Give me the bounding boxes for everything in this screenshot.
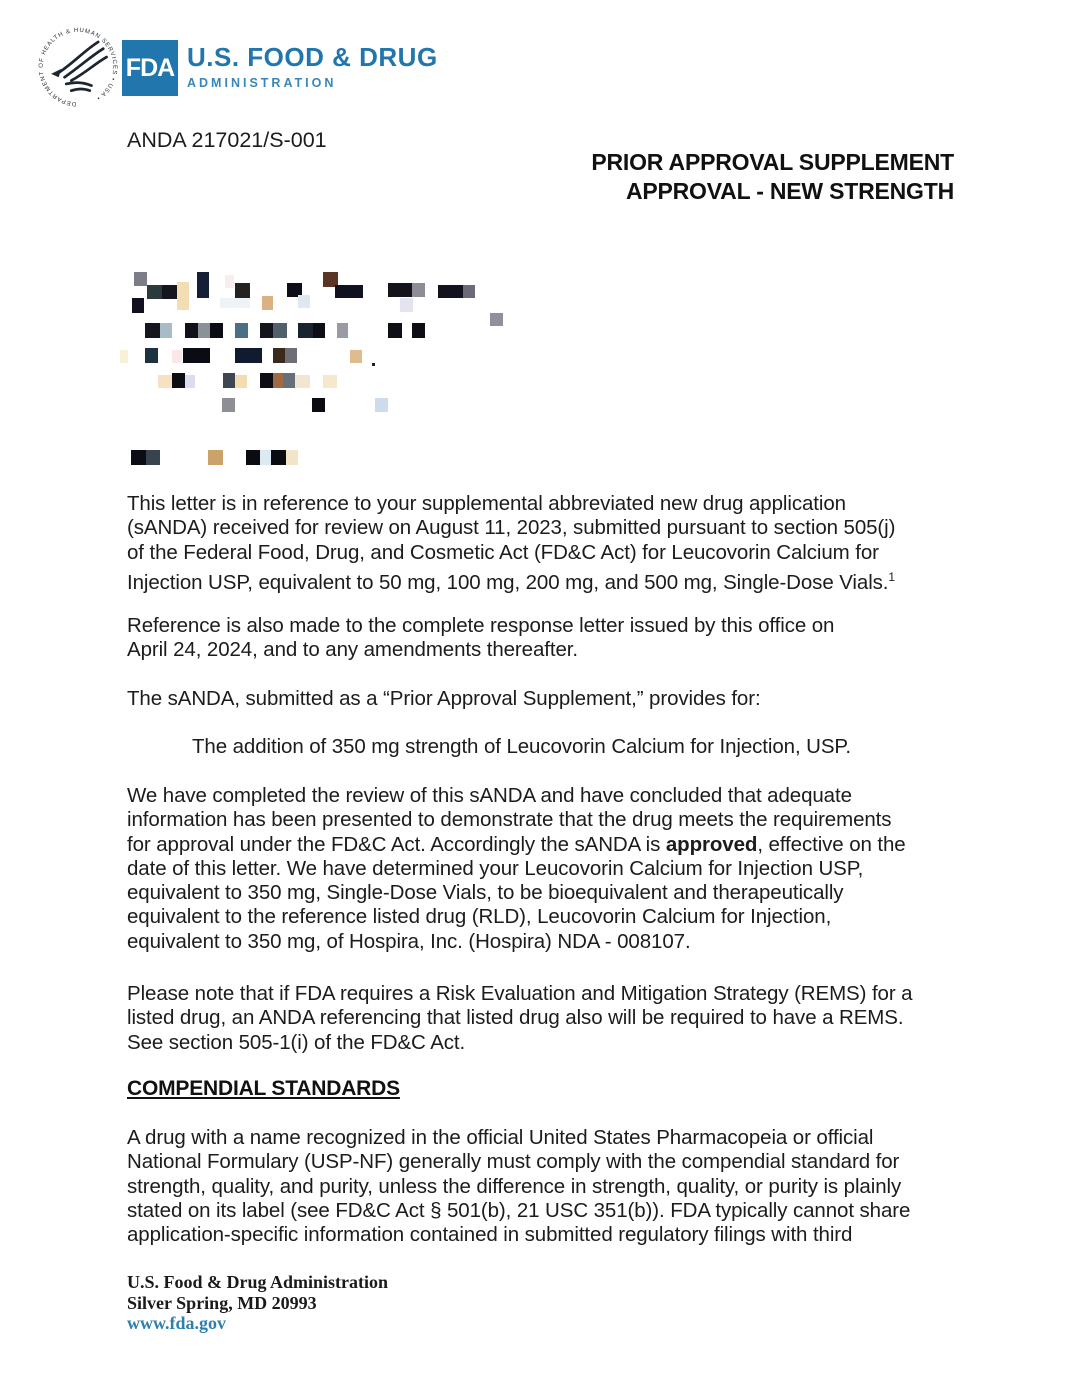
text-line: The addition of 350 mg strength of Leucovorin Calcium for Injection, USP. [192,735,851,758]
redaction-block [283,373,295,388]
redaction-block [172,350,182,363]
redaction-block [337,323,348,338]
anda-number: ANDA 217021/S-001 [127,128,327,152]
redaction-block [298,323,313,338]
redaction-block [235,283,250,298]
text-line: application-specific information contained in submitted regulatory filings with third [127,1223,853,1247]
compendial-standards-heading: COMPENDIAL STANDARDS [127,1077,400,1100]
redaction-block [222,398,235,412]
text-line: A drug with a name recognized in the official United States Pharmacopeia or official [127,1126,874,1149]
paragraph-reference-sanda [127,492,1007,595]
redaction-block [197,272,209,298]
redaction-block [273,373,283,388]
text-line: for approval under the FD&C Act. Accordingly the sANDA is approved, effective on the [127,832,906,856]
paragraph-rems [127,982,1007,1055]
redaction-block [312,398,325,412]
text-line: National Formulary (USP-NF) generally must comply with the compendial standard for [127,1150,900,1174]
text-line: (sANDA) received for review on August 11, 2023, submitted pursuant to section 505(j) [127,516,896,540]
redaction-block [160,323,172,338]
text-line: information has been presented to demonstrate that the drug meets the requirements [127,808,892,832]
redaction-block [225,275,234,288]
redaction-block [260,450,271,465]
text-line: Reference is also made to the complete response letter issued by this office on [127,614,835,637]
redaction-block [463,285,475,298]
text-line: Please note that if FDA requires a Risk Evaluation and Mitigation Strategy (REMS) for a [127,982,913,1005]
redaction-block [375,398,388,412]
redaction-block [262,296,273,310]
redaction-block [147,285,162,299]
redaction-block [198,323,210,338]
text-line: April 24, 2024, and to any amendments thereafter. [127,638,578,662]
redaction-block [388,323,402,338]
text-line: equivalent to 350 mg, of Hospira, Inc. (Hospira) NDA - 008107. [127,929,691,953]
redaction-block [235,375,247,388]
paragraph-compendial [127,1126,1007,1247]
redaction-block [271,450,286,465]
redaction-block [131,450,146,465]
paragraph-approval [127,784,1007,954]
text-line: This letter is in reference to your supplemental abbreviated new drug application [127,492,846,515]
redaction-block [183,348,210,363]
hhs-circle-text: DEPARTMENT OF HEALTH & HUMAN SERVICES • USA • [38,27,118,107]
fda-wordmark-line2: ADMINISTRATION [187,76,337,90]
fda-logo-icon [122,40,178,96]
redaction-block [286,450,298,465]
redaction-block [323,375,337,388]
redaction-block [295,375,310,388]
text-line: We have completed the review of this sANDA and have concluded that adequate [127,784,852,807]
text-line: of the Federal Food, Drug, and Cosmetic Act (FD&C Act) for Leucovorin Calcium for [127,540,879,564]
footer-address: Silver Spring, MD 20993 [127,1292,317,1313]
redaction-block [220,298,250,308]
paragraph-provides-for-intro [127,687,1007,711]
redaction-block [172,373,185,388]
redaction-block [177,282,189,310]
redaction-block [158,375,172,388]
redaction-block [145,348,158,363]
redaction-block [210,323,223,338]
redaction-block [313,323,325,338]
redaction-block [400,298,413,312]
redaction-block [273,348,285,363]
redaction-block [134,272,147,286]
text-line: See section 505-1(i) of the FD&C Act. [127,1030,466,1054]
redaction-block [208,450,223,465]
redaction-block [185,323,198,338]
redaction-block [438,285,463,298]
redaction-block [388,283,412,297]
text-line: listed drug, an ANDA referencing that listed drug also will be required to have a REMS. [127,1006,904,1030]
redaction-block [246,450,260,465]
redaction-block [235,323,248,338]
redaction-block [185,375,195,388]
redaction-block [120,350,128,363]
redaction-block [335,285,363,298]
redaction-block [298,295,310,308]
text-line: equivalent to 350 mg, Single-Dose Vials, to be bioequivalent and therapeutically [127,881,844,905]
redaction-block [490,313,503,326]
redaction-block [412,323,425,338]
text-line: stated on its label (see FD&C Act § 501(b), 21 USC 351(b)). FDA typically cannot share [127,1198,911,1222]
letter-footer [127,1272,388,1334]
fda-logo-text: FDA [125,53,175,82]
redaction-block [260,373,273,388]
redaction-block [260,323,273,338]
redaction-block [145,323,160,338]
text-line: The sANDA, submitted as a “Prior Approval Supplement,” provides for: [127,687,761,710]
redaction-block [372,363,375,366]
text-line: date of this letter. We have determined your Leucovorin Calcium for Injection USP, [127,856,864,880]
redaction-block [146,450,160,465]
footer-agency-name: U.S. Food & Drug Administration [127,1272,389,1292]
paragraph-complete-response [127,614,1007,663]
letter-title-line2: APPROVAL - NEW STRENGTH [625,177,954,204]
redaction-block [223,373,235,388]
redaction-block [235,348,262,363]
redaction-block [132,298,144,313]
redaction-block [412,283,425,297]
redacted-region [120,268,522,480]
letter-title-line1: PRIOR APPROVAL SUPPLEMENT [591,149,954,175]
footnote-marker: 1 [888,569,895,584]
text-line: Injection USP, equivalent to 50 mg, 100 mg, 200 mg, and 500 mg, Single-Dose Vials.$^1$ [127,569,895,594]
redaction-block [285,348,297,363]
redaction-block [350,350,362,363]
redaction-block [273,323,287,338]
fda-wordmark [187,41,438,91]
fda-website-link[interactable]: www.fda.gov [127,1313,227,1333]
eagle-head [51,69,61,77]
letter-title [591,148,954,205]
text-line: equivalent to the reference listed drug (RLD), Leucovorin Calcium for Injection, [127,905,832,929]
hhs-eagle-logo [36,20,120,116]
redaction-block [162,285,177,299]
paragraph-provides-for-item [127,735,1072,759]
text-line: strength, quality, and purity, unless the difference in strength, quality, or purity is plainly [127,1174,902,1198]
fda-wordmark-line1: U.S. FOOD & DRUG [187,42,438,72]
